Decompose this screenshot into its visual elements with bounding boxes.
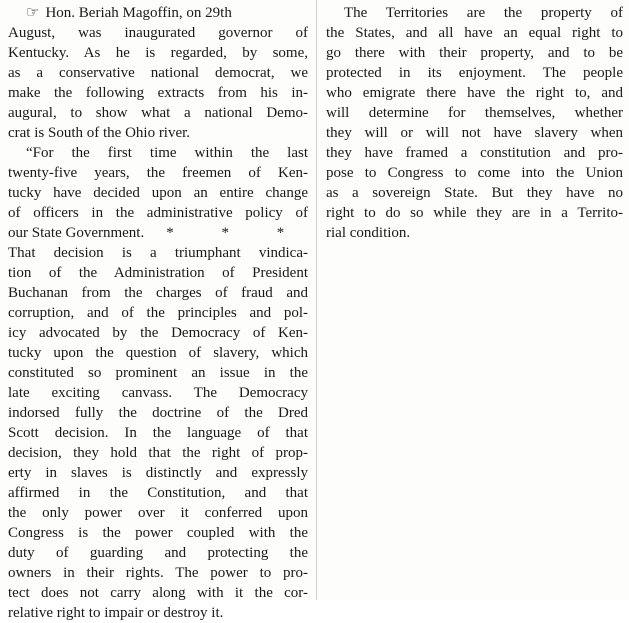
- text-line: late exciting canvass. The Democracy: [8, 385, 308, 401]
- line-text: Hon. Beriah Magoffin, on 29th: [45, 5, 232, 21]
- text-line: tucky have decided upon an entire change: [8, 185, 308, 201]
- text-line: rial condition.: [326, 225, 411, 241]
- text-line: [8, 3, 308, 23]
- left-column: [8, 3, 308, 623]
- text-line: who emigrate there have the right to, and: [326, 85, 623, 101]
- text-line: [8, 223, 308, 243]
- text-line: will determine for themselves, whether: [326, 105, 623, 121]
- text-line: pose to Congress to come into the Union: [326, 165, 623, 181]
- text-line: indorsed fully the doctrine of the Dred: [8, 405, 308, 421]
- text-line: as a sovereign State. But they have no: [326, 185, 623, 201]
- text-line: Congress is the power coupled with the: [8, 525, 308, 541]
- pointing-hand-icon: ☞: [26, 5, 40, 21]
- text-line: tect does not carry along with it the cor-: [8, 585, 308, 601]
- text-line: tion of the Administration of President: [8, 265, 308, 281]
- text-line: the States, and all have an equal right to: [326, 25, 623, 41]
- ellipsis-stars: * * *: [166, 225, 307, 241]
- text-line: Scott decision. In the language of that: [8, 425, 308, 441]
- text-line: crat is South of the Ohio river.: [8, 125, 191, 141]
- right-column: [326, 3, 623, 243]
- text-line: protected in its enjoyment. The people: [326, 65, 623, 81]
- text-line: constituted so prominent an issue in the: [8, 365, 308, 381]
- text-line: Kentucky. As he is regarded, by some,: [8, 45, 308, 61]
- text-line: of officers in the administrative policy of: [8, 205, 308, 221]
- text-line: augural, to show what a national Demo-: [8, 105, 308, 121]
- text-line: icy advocated by the Democracy of Ken-: [8, 325, 308, 341]
- column-divider: [316, 0, 317, 600]
- text-line: Buchanan from the charges of fraud and: [8, 285, 308, 301]
- text-line: “For the first time within the last: [26, 145, 308, 161]
- text-line: go there with their property, and to be: [326, 45, 623, 61]
- text-line: tucky upon the question of slavery, which: [8, 345, 308, 361]
- text-line: they have framed a constitution and pro-: [326, 145, 623, 161]
- text-line: the only power over it conferred upon: [8, 505, 308, 521]
- text-line: That decision is a triumphant vindica-: [8, 245, 308, 261]
- text-line: August, was inaugurated governor of: [8, 25, 308, 41]
- text-line: they will or will not have slavery when: [326, 125, 623, 141]
- text-line: The Territories are the property of: [344, 5, 623, 21]
- text-line: relative right to impair or destroy it.: [8, 605, 224, 621]
- text-line: as a conservative national democrat, we: [8, 65, 308, 81]
- text-line: corruption, and of the principles and pol-: [8, 305, 308, 321]
- line-text: our State Government.: [8, 225, 145, 241]
- text-line: twenty-five years, the freemen of Ken-: [8, 165, 308, 181]
- text-line: decision, they hold that the right of prop-: [8, 445, 308, 461]
- text-line: duty of guarding and protecting the: [8, 545, 308, 561]
- text-line: make the following extracts from his in-: [8, 85, 308, 101]
- text-line: erty in slaves is distinctly and expressly: [8, 465, 308, 481]
- text-line: owners in their rights. The power to pro-: [8, 565, 308, 581]
- text-line: right to do so while they are in a Territo-: [326, 205, 623, 221]
- text-line: affirmed in the Constitution, and that: [8, 485, 308, 501]
